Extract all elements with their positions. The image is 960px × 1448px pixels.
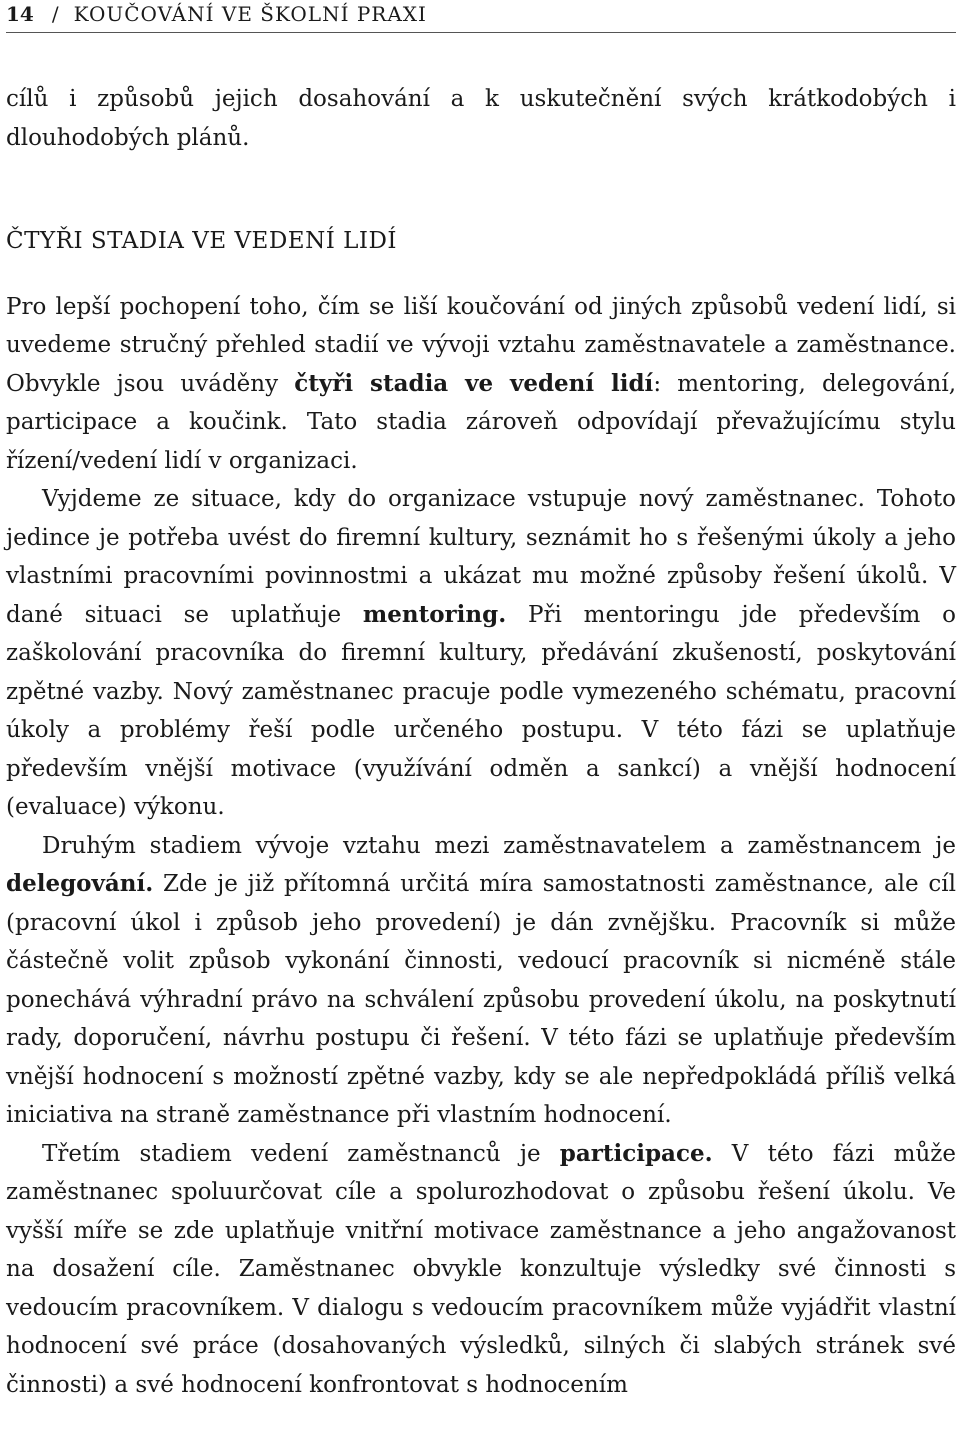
- section-heading: ČTYŘI STADIA VE VEDENÍ LIDÍ: [6, 228, 397, 254]
- paragraph-text: : mentoring, delegování, participace a koučink. Tato stadia zároveň odpovídají převažujícímu stylu řízení/vedení lidí v organizaci.: [6, 370, 957, 474]
- header-separator: /: [51, 2, 60, 26]
- paragraph-delegation: [6, 827, 956, 1135]
- paragraph-text: V této fázi může zaměstnanec spoluurčovat cíle a spolurozhodovat o způsobu řešení úkolu. Ve vyšší míře se zde uplatňuje vnitřní motivace zaměstnance a jeho angažovanost na dosažení cíle. Zaměstnanec obvykle konzultuje výsledky své činnosti s vedoucím pracovníkem. V dialogu s vedoucím pracovníkem může vyjádřit vlastní hodnocení své práce (dosahovaných výsledků, silných či slabých stránek své činnosti) a své hodnocení konfrontovat s hodnocením: [6, 1140, 956, 1398]
- term-four-stages: čtyři stadia ve vedení lidí: [294, 369, 654, 397]
- continuation-paragraph: cílů i způsobů jejich dosahování a k uskutečnění svých krátkodobých i dlouhodobých plánů.: [6, 86, 956, 151]
- page-number: 14: [6, 2, 34, 26]
- term-delegation: delegování.: [6, 870, 154, 897]
- paragraph-text: Vyjdeme ze situace, kdy do organizace vstupuje nový zaměstnanec. Tohoto jedince je potřeba uvést do firemní kultury, seznámit ho s řešenými úkoly a jeho vlastními pracovními povinnostmi a ukázat mu možné způsoby řešení úkolů. V dané situaci se uplatňuje: [6, 486, 956, 628]
- term-mentoring: mentoring.: [362, 600, 507, 628]
- paragraph-text: Pro lepší pochopení toho, čím se liší koučování od jiných způsobů vedení lidí, si uvedeme stručný přehled stadií ve vývoji vztahu zaměstnavatele a zaměstnance. Obvykle jsou uváděny: [6, 293, 956, 397]
- paragraph-mentoring: [6, 480, 956, 827]
- paragraph-text: Zde je již přítomná určitá míra samostatnosti zaměstnance, ale cíl (pracovní úkol i způsob jeho provedení) je dán zvnějšku. Pracovník si může částečně volit způsob vykonání činnosti, vedoucí pracovník si nicméně stále ponechává výhradní právo na schválení způsobu provedení úkolu, na poskytnutí rady, doporučení, návrhu postupu či řešení. V této fázi se uplatňuje především vnější hodnocení s možností zpětné vazby, kdy se ale nepředpokládá příliš velká iniciativa na straně zaměstnance při vlastním hodnocení.: [6, 871, 956, 1128]
- running-header: [6, 0, 956, 33]
- paragraph-text: Druhým stadiem vývoje vztahu mezi zaměstnavatelem a zaměstnancem je: [42, 832, 956, 859]
- term-participation: participace.: [559, 1139, 713, 1167]
- paragraph-four-stages: [6, 288, 956, 481]
- page-body: [6, 80, 956, 1404]
- running-title: KOUČOVÁNÍ VE ŠKOLNÍ PRAXI: [73, 2, 427, 26]
- paragraph-participation: [6, 1135, 956, 1405]
- paragraph-text: Při mentoringu jde především o zaškolování pracovníka do firemní kultury, předávání zkušeností, poskytování zpětné vazby. Nový zaměstnanec pracuje podle vymezeného schématu, pracovní úkoly a problémy řeší podle určeného postupu. V této fázi se uplatňuje především vnější motivace (využívání odměn a sankcí) a vnější hodnocení (evaluace) výkonu.: [6, 601, 957, 820]
- paragraph-text: Třetím stadiem vedení zaměstnanců je: [42, 1140, 560, 1167]
